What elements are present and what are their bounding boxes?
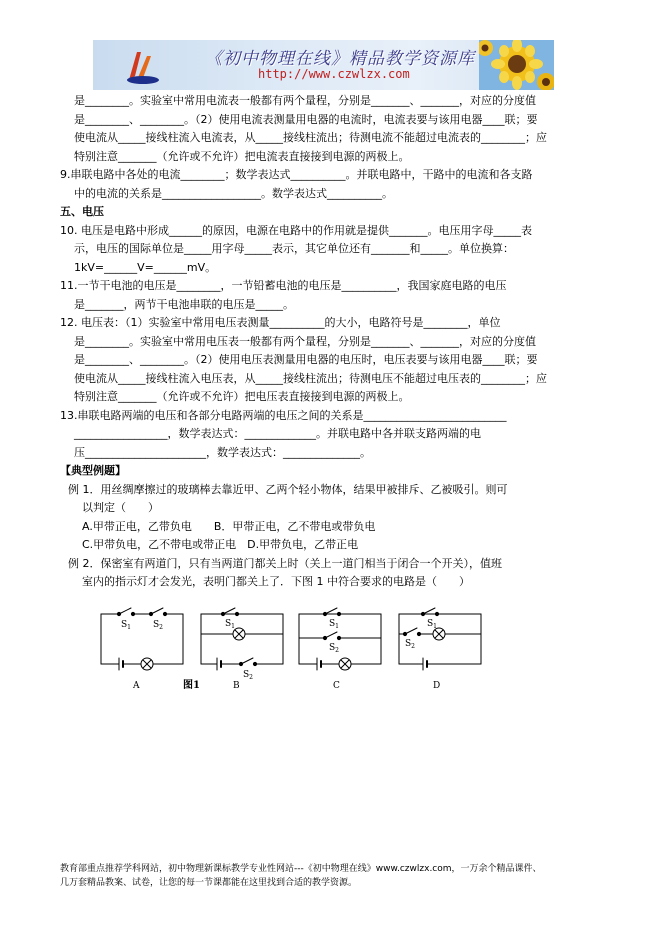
text-line: 是________、________。（2）使用电流表测量用电器的电流时，电流表要与该用电器____联；要 [74,112,538,126]
circuit-label-d: D [433,681,441,691]
section-heading-voltage: 五、电压 [60,205,104,218]
circuit-a-s2-label: $S_2$ [153,620,163,631]
text-line: 使电流从_____接线柱流入电压表，从_____接线柱流出；待测电压不能超过电压表的________；应 [74,371,547,385]
text-line: 特别注意_______（允许或不允许）把电流表直接接到电源的两极上。 [74,149,410,163]
sunflower-icon [479,40,554,90]
circuit-b-s1-label: $S_1$ [225,619,235,630]
example-2-question-cont: 室内的指示灯才会发光，表明门都关上了．下图 1 中符合要求的电路是（ ） [82,575,470,588]
question-13: 13.串联电路两端的电压和各部分电路两端的电压之间的关系是__________________________ [60,408,507,422]
circuit-d-s1-label: $S_1$ [427,619,437,630]
text-line: 是_______，两节干电池串联的电压是_____。 [74,297,294,311]
circuit-label-c: C [333,681,340,691]
header-banner [93,40,554,90]
example-1-question: 例 1．用丝绸摩擦过的玻璃棒去靠近甲、乙两个轻小物体，结果甲被排斥、乙被吸引。则可 [68,482,508,496]
footer-line: 教育部重点推荐学科网站，初中物理新课标教学专业性网站---《初中物理在线》www.czwlzx.com，一万余个精品课件、 [60,864,542,874]
text-line: 1kV=______V=______mV。 [74,260,217,274]
text-line: 是________、________。（2）使用电压表测量用电器的电压时，电压表要与该用电器____联；要 [74,353,538,366]
example-1-question-cont: 以判定（ ） [82,501,159,514]
site-logo [123,46,163,86]
circuit-c-s1-label: $S_1$ [329,619,339,630]
figure-caption: 图1 [183,680,200,691]
text-line: 压______________________，数学表达式：______________。 [74,445,371,459]
example-2-question: 例 2．保密室有两道门，只有当两道门都关上时（关上一道门相当于闭合一个开关），值班 [68,556,502,570]
circuit-d-s2-label: $S_2$ [405,639,415,650]
circuit-a-s1-label: $S_1$ [121,620,131,631]
example-1-options-ab: A.甲带正电，乙带负电 B．甲带正电，乙不带电或带负电 [82,519,376,533]
circuit-a [101,608,183,670]
text-line: _________________，数学表达式：_____________。并联电路中各并联支路两端的电 [74,427,481,440]
circuit-label-b: B [233,681,240,691]
worksheet-body [60,92,600,592]
circuit-label-a: A [133,681,140,691]
circuit-b [201,608,283,670]
text-line: 中的电流的关系是__________________。数学表达式__________。 [74,186,393,200]
example-1-options-cd: C.甲带负电，乙不带电或带正电 D.甲带负电，乙带正电 [82,538,359,551]
text-line: 特别注意_______（允许或不允许）把电压表直接接到电源的两极上。 [74,390,410,403]
text-line: 是________。实验室中常用电压表一般都有两个量程，分别是_______、_______，对应的分度值 [74,334,536,348]
text-line: 示，电压的国际单位是_____用字母_____表示，其它单位还有_______和_____。单位换算： [74,242,514,255]
footer-line: 几万套精品教案、试卷，让您的每一节课都能在这里找到合适的教学资源。 [60,878,358,888]
section-heading-examples: 【典型例题】 [60,464,126,477]
circuit-figure [93,602,483,698]
question-12: 12. 电压表：（1）实验室中常用电压表测量__________的大小，电路符号是________，单位 [60,316,501,329]
circuit-b-s2-label: $S_2$ [243,670,253,681]
text-line: 是________。实验室中常用电流表一般都有两个量程，分别是_______、_______，对应的分度值 [74,94,536,107]
banner-title: 《初中物理在线》精品教学资源库 [205,49,475,69]
question-9: 9.串联电路中各处的电流________；数学表达式__________。并联电路中，干路中的电流和各支路 [60,168,533,181]
circuit-d [399,608,481,670]
text-line: 使电流从_____接线柱流入电流表，从_____接线柱流出；待测电流不能超过电流表的________；应 [74,131,547,144]
circuit-c [299,608,381,670]
question-11: 11.一节干电池的电压是________，一节铅蓄电池的电压是__________，我国家庭电路的电压 [60,279,507,292]
banner-url[interactable]: http://www.czwlzx.com [258,67,410,81]
page-footer [60,862,620,890]
circuit-c-s2-label: $S_2$ [329,643,339,654]
question-10: 10. 电压是电路中形成______的原因，电源在电路中的作用就是提供_______。电压用字母_____表 [60,223,532,237]
